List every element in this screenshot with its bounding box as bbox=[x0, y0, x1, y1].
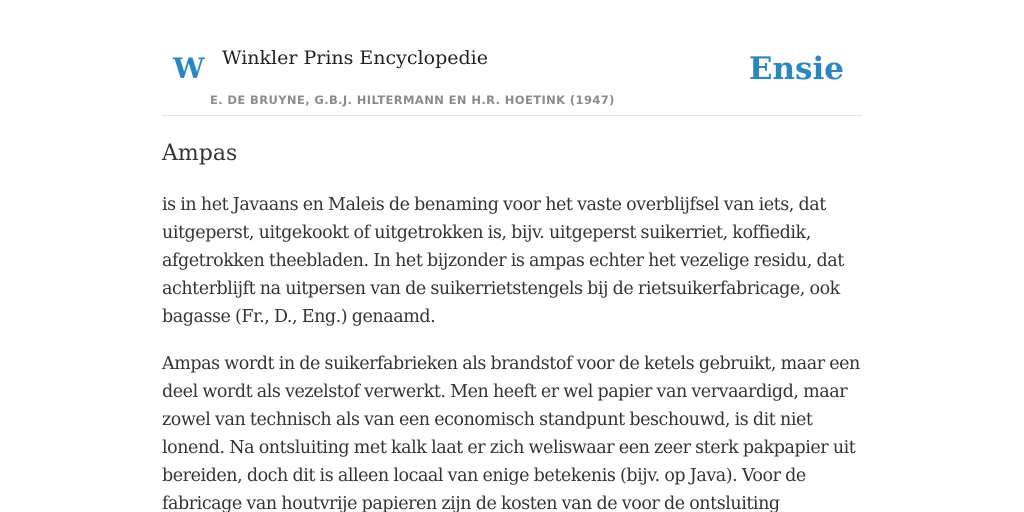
article-paragraph: Ampas wordt in de suikerfabrieken als brandstof voor de ketels gebruikt, maar een deel wordt als vezelstof verwerkt. Men heeft er wel papier van vervaardigd, maar zowel van technisch als van een economisch standpunt beschouwd, is dit niet lonend. Na ontsluiting met kalk laat er zich weliswaar een zeer sterk pakpapier uit bereiden, doch dit is alleen locaal van enige betekenis (bijv. op Java). Voor de fabricage van houtvrije papieren zijn de kosten van de voor de ontsluiting bbox=[162, 354, 860, 512]
source-authors: E. DE BRUYNE, G.B.J. HILTERMANN EN H.R. HOETINK (1947) bbox=[210, 93, 615, 107]
content-column bbox=[162, 0, 862, 512]
site-header bbox=[162, 0, 862, 116]
winkler-prins-logo[interactable]: W bbox=[173, 52, 205, 85]
article-paragraph: is in het Javaans en Maleis de benaming voor het vaste overblijfsel van iets, dat uitgeperst, uitgekookt of uitgetrokken is, bijv. uitgeperst suikerriet, koffiedik, afgetrokken theebladen. In het bijzonder is ampas echter het vezelige residu, dat achterblijft na uitpersen van de suikerrietstengels bij de rietsuikerfabricage, ook bagasse (Fr., D., Eng.) genaamd. bbox=[162, 195, 844, 327]
article-title: Ampas bbox=[162, 141, 238, 166]
source-title: Winkler Prins Encyclopedie bbox=[222, 47, 488, 69]
ensie-logo-link[interactable]: Ensie bbox=[748, 51, 844, 87]
article-body bbox=[162, 191, 862, 512]
